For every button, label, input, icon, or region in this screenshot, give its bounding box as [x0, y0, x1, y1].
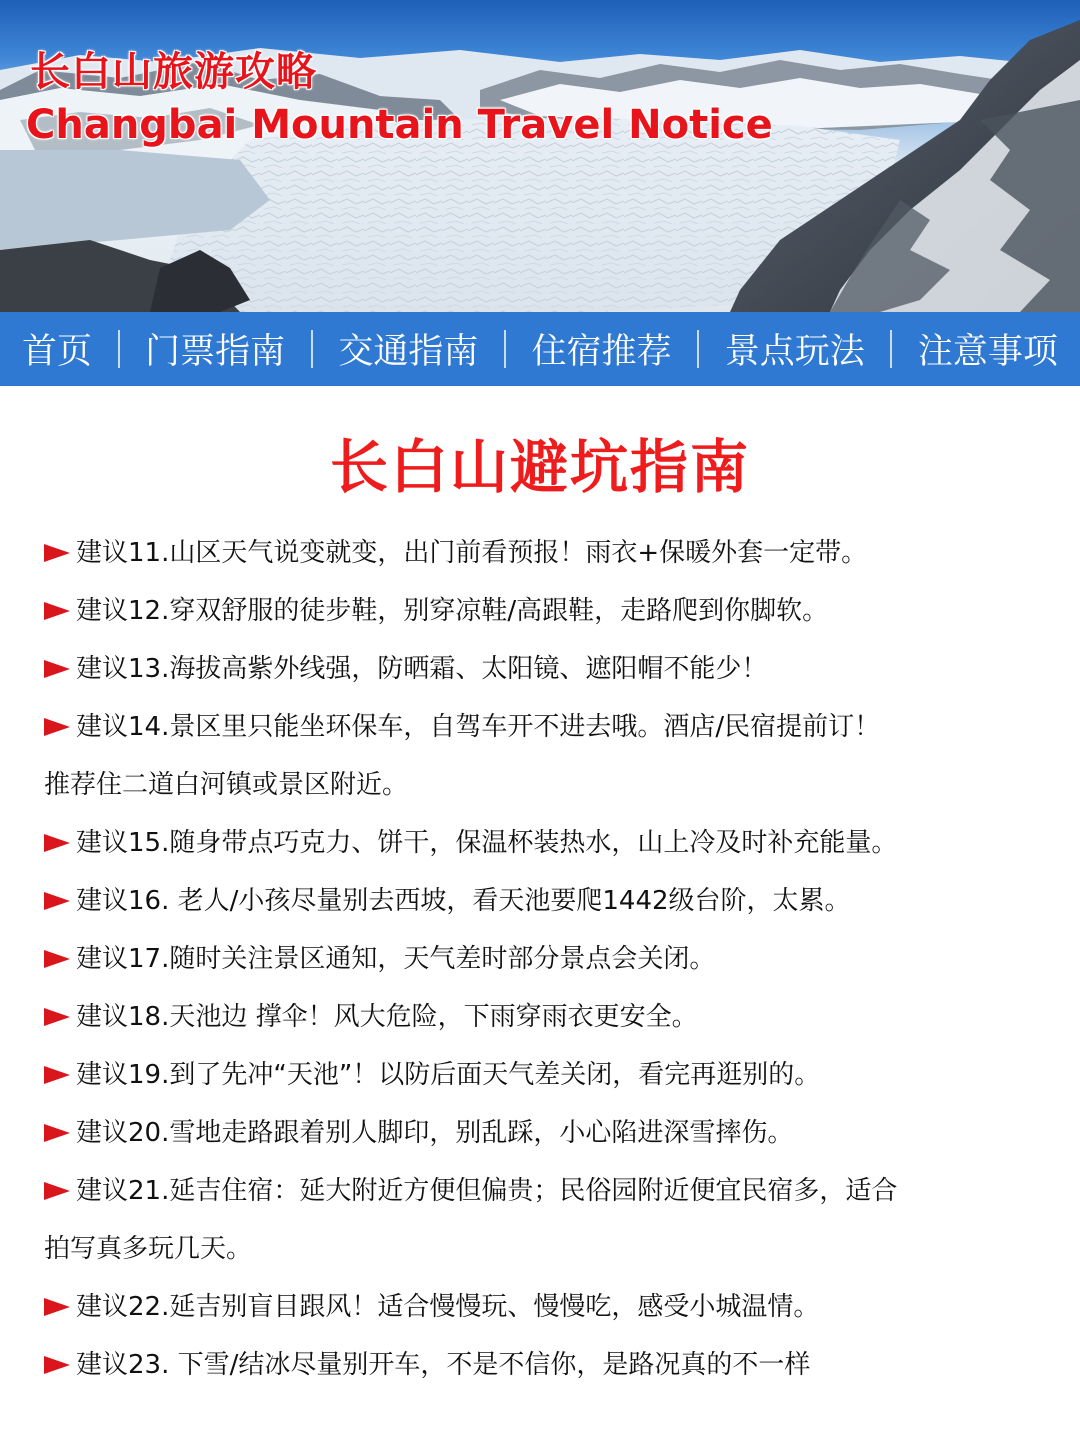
tip-item — [44, 640, 1054, 698]
hero-subtitle: Changbai Mountain Travel Notice — [26, 102, 773, 148]
hero-title: 长白山旅游攻略 — [30, 49, 317, 95]
red-pointer-icon — [44, 602, 70, 620]
nav-divider — [890, 330, 892, 368]
page-title: 长白山避坑指南 — [329, 433, 750, 501]
red-pointer-icon — [44, 718, 70, 736]
nav-divider — [697, 330, 699, 368]
tip-text: 建议23. 下雪/结冰尽量别开车，不是不信你，是路况真的不一样 — [76, 1350, 811, 1380]
top-nav — [0, 312, 1080, 386]
nav-item-notices[interactable]: 注意事项 — [917, 332, 1058, 372]
red-pointer-icon — [44, 544, 70, 562]
tip-text: 建议11.山区天气说变就变，出门前看预报！雨衣+保暖外套一定带。 — [76, 538, 868, 568]
tip-text: 建议22.延吉别盲目跟风！适合慢慢玩、慢慢吃，感受小城温情。 — [76, 1292, 820, 1322]
tip-item — [44, 814, 1054, 872]
tip-text-continued: 拍写真多玩几天。 — [44, 1234, 253, 1264]
tip-item — [44, 698, 1054, 814]
nav-item-home[interactable]: 首页 — [22, 332, 93, 372]
red-pointer-icon — [44, 892, 70, 910]
red-pointer-icon — [44, 1356, 70, 1374]
tip-item — [44, 930, 1054, 988]
tip-item — [44, 1278, 1054, 1336]
nav-divider — [118, 330, 120, 368]
red-pointer-icon — [44, 660, 70, 678]
tip-text: 建议19.到了先冲“天池”！以防后面天气差关闭，看完再逛别的。 — [76, 1060, 821, 1090]
red-pointer-icon — [44, 834, 70, 852]
hero-banner — [0, 0, 1080, 312]
tip-text: 建议13.海拔高紫外线强，防晒霜、太阳镜、遮阳帽不能少！ — [76, 654, 768, 684]
tip-item — [44, 1104, 1054, 1162]
red-pointer-icon — [44, 1008, 70, 1026]
tip-text-continued: 推荐住二道白河镇或景区附近。 — [44, 770, 409, 800]
tip-text: 建议16. 老人/小孩尽量别去西坡，看天池要爬1442级台阶，太累。 — [76, 886, 851, 916]
tip-text: 建议12.穿双舒服的徒步鞋，别穿凉鞋/高跟鞋，走路爬到你脚软。 — [76, 596, 829, 626]
tip-item — [44, 1336, 1054, 1394]
nav-divider — [504, 330, 506, 368]
red-pointer-icon — [44, 1182, 70, 1200]
nav-item-tickets[interactable]: 门票指南 — [145, 332, 286, 372]
nav-item-lodging[interactable]: 住宿推荐 — [531, 332, 672, 372]
tip-text: 建议17.随时关注景区通知，天气差时部分景点会关闭。 — [76, 944, 716, 974]
red-pointer-icon — [44, 950, 70, 968]
tip-item — [44, 524, 1054, 582]
nav-item-attractions[interactable]: 景点玩法 — [724, 332, 865, 372]
tip-text: 建议21.延吉住宿：延大附近方便但偏贵；民俗园附近便宜民宿多，适合 — [76, 1176, 898, 1206]
tip-item — [44, 582, 1054, 640]
tip-item — [44, 1046, 1054, 1104]
nav-item-transport[interactable]: 交通指南 — [338, 332, 479, 372]
tip-item — [44, 988, 1054, 1046]
tips-list — [44, 524, 1054, 1394]
tip-item — [44, 1162, 1054, 1278]
tip-text: 建议18.天池边 撑伞！风大危险，下雨穿雨衣更安全。 — [76, 1002, 698, 1032]
tip-text: 建议20.雪地走路跟着别人脚印，别乱踩，小心陷进深雪摔伤。 — [76, 1118, 794, 1148]
nav-divider — [311, 330, 313, 368]
red-pointer-icon — [44, 1066, 70, 1084]
red-pointer-icon — [44, 1124, 70, 1142]
tip-item — [44, 872, 1054, 930]
red-pointer-icon — [44, 1298, 70, 1316]
tip-text: 建议15.随身带点巧克力、饼干，保温杯装热水，山上冷及时补充能量。 — [76, 828, 898, 858]
tip-text: 建议14.景区里只能坐环保车，自驾车开不进去哦。酒店/民宿提前订！ — [76, 712, 881, 742]
